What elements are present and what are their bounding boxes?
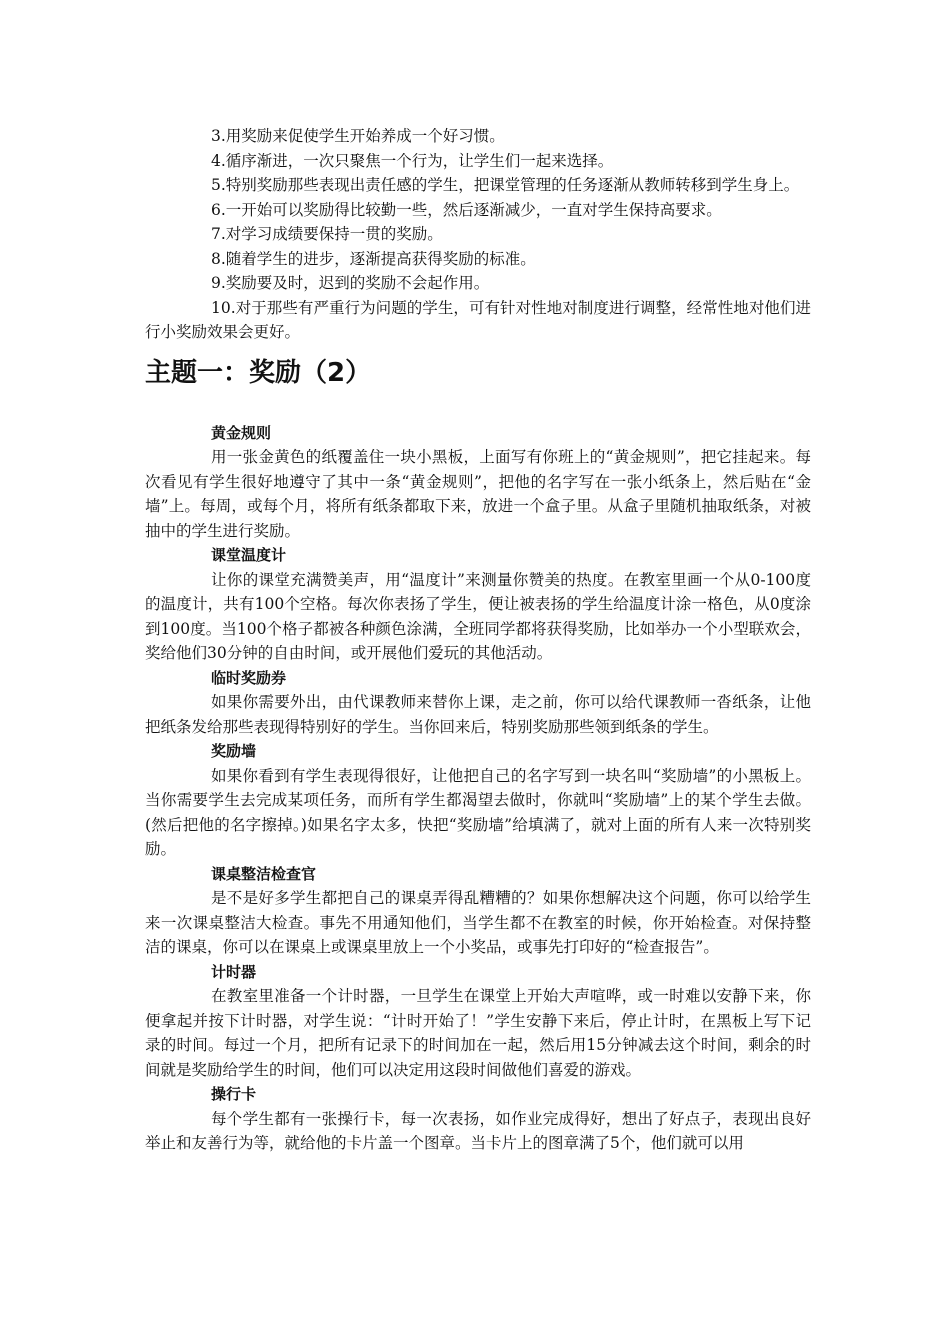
list-item: 4.循序渐进，一次只聚焦一个行为，让学生们一起来选择。: [211, 151, 614, 170]
section-body: 让你的课堂充满赞美声，用“温度计”来测量你赞美的热度。在教室里画一个从0-100度的温度计，共有100个空格。每次你表扬了学生，便让被表扬的学生给温度计涂一格色，从0度涂到100度。当100个格子都被各种颜色涂满，全班同学都将获得奖励，比如举办一个小型联欢会，奖给他们30分钟的自由时间，或开展他们爱玩的其他活动。: [145, 570, 811, 662]
section-heading: 课桌整洁检查官: [211, 864, 317, 883]
section-heading: 操行卡: [211, 1085, 257, 1103]
section-body: 用一张金黄色的纸覆盖住一块小黑板，上面写有你班上的“黄金规则”，把它挂起来。每次看见有学生很好地遵守了其中一条“黄金规则”，把他的名字写在一张小纸条上，然后贴在“金墙”上。每周，或每个月，将所有纸条都取下来，放进一个盒子里。从盒子里随机抽取纸条，对被抽中的学生进行奖励。: [145, 448, 811, 540]
section-golden-rules: [145, 421, 811, 544]
section-heading: 计时器: [211, 962, 257, 981]
document-page: [145, 124, 811, 1156]
list-item: 5.特别奖励那些表现出责任感的学生，把课堂管理的任务逐渐从教师转移到学生身上。: [211, 176, 800, 194]
list-item: 6.一开始可以奖励得比较勤一些，然后逐渐减少，一直对学生保持高要求。: [211, 200, 722, 219]
section-heading: 奖励墙: [211, 742, 257, 760]
list-item: 3.用奖励来促使学生开始养成一个好习惯。: [211, 127, 505, 145]
section-body: 每个学生都有一张操行卡，每一次表扬，如作业完成得好，想出了好点子，表现出良好举止和友善行为等，就给他的卡片盖一个图章。当卡片上的图章满了5个，他们就可以用: [145, 1109, 811, 1152]
section-body: 如果你需要外出，由代课教师来替你上课，走之前，你可以给代课教师一沓纸条，让他把纸条发给那些表现得特别好的学生。当你回来后，特别奖励那些领到纸条的学生。: [145, 693, 811, 736]
section-timer: [145, 960, 811, 1083]
section-body: 如果你看到有学生表现得很好，让他把自己的名字写到一块名叫“奖励墙”的小黑板上。当你需要学生去完成某项任务，而所有学生都渴望去做时，你就叫“奖励墙”上的某个学生去做。(然后把他的名字擦掉。)如果名字太多，快把“奖励墙”给填满了，就对上面的所有人来一次特别奖励。: [145, 766, 811, 858]
section-desk-inspector: [145, 862, 811, 960]
section-classroom-thermometer: [145, 543, 811, 666]
list-item: 7.对学习成绩要保持一贯的奖励。: [211, 225, 443, 243]
list-item: 9.奖励要及时，迟到的奖励不会起作用。: [211, 274, 490, 292]
section-body: 在教室里准备一个计时器，一旦学生在课堂上开始大声喧哗，或一时难以安静下来，你便拿起并按下计时器，对学生说：“计时开始了！”学生安静下来后，停止计时，在黑板上写下记录的时间。每过一个月，把所有记录下的时间加在一起，然后用15分钟减去这个时间，剩余的时间就是奖励给学生的时间，他们可以决定用这段时间做他们喜爱的游戏。: [145, 987, 811, 1079]
section-heading: 临时奖励券: [211, 668, 287, 687]
section-heading: 课堂温度计: [211, 546, 287, 564]
section-temporary-voucher: [145, 666, 811, 740]
section-conduct-card: [145, 1082, 811, 1156]
list-item: 10.对于那些有严重行为问题的学生，可有针对性地对制度进行调整，经常性地对他们进行小奖励效果会更好。: [145, 298, 811, 341]
tips-list: [145, 124, 811, 345]
section-body: 是不是好多学生都把自己的课桌弄得乱糟糟的？如果你想解决这个问题，你可以给学生来一次课桌整洁大检查。事先不用通知他们，当学生都不在教室的时候，你开始检查。对保持整洁的课桌，你可以在课桌上或课桌里放上一个小奖品，或事先打印好的“检查报告”。: [145, 889, 811, 956]
list-item: 8.随着学生的进步，逐渐提高获得奖励的标准。: [211, 249, 536, 268]
page-title: 主题一：奖励（2）: [145, 357, 372, 388]
reward-sections: [145, 421, 811, 1156]
section-heading: 黄金规则: [211, 423, 272, 442]
section-reward-wall: [145, 739, 811, 862]
